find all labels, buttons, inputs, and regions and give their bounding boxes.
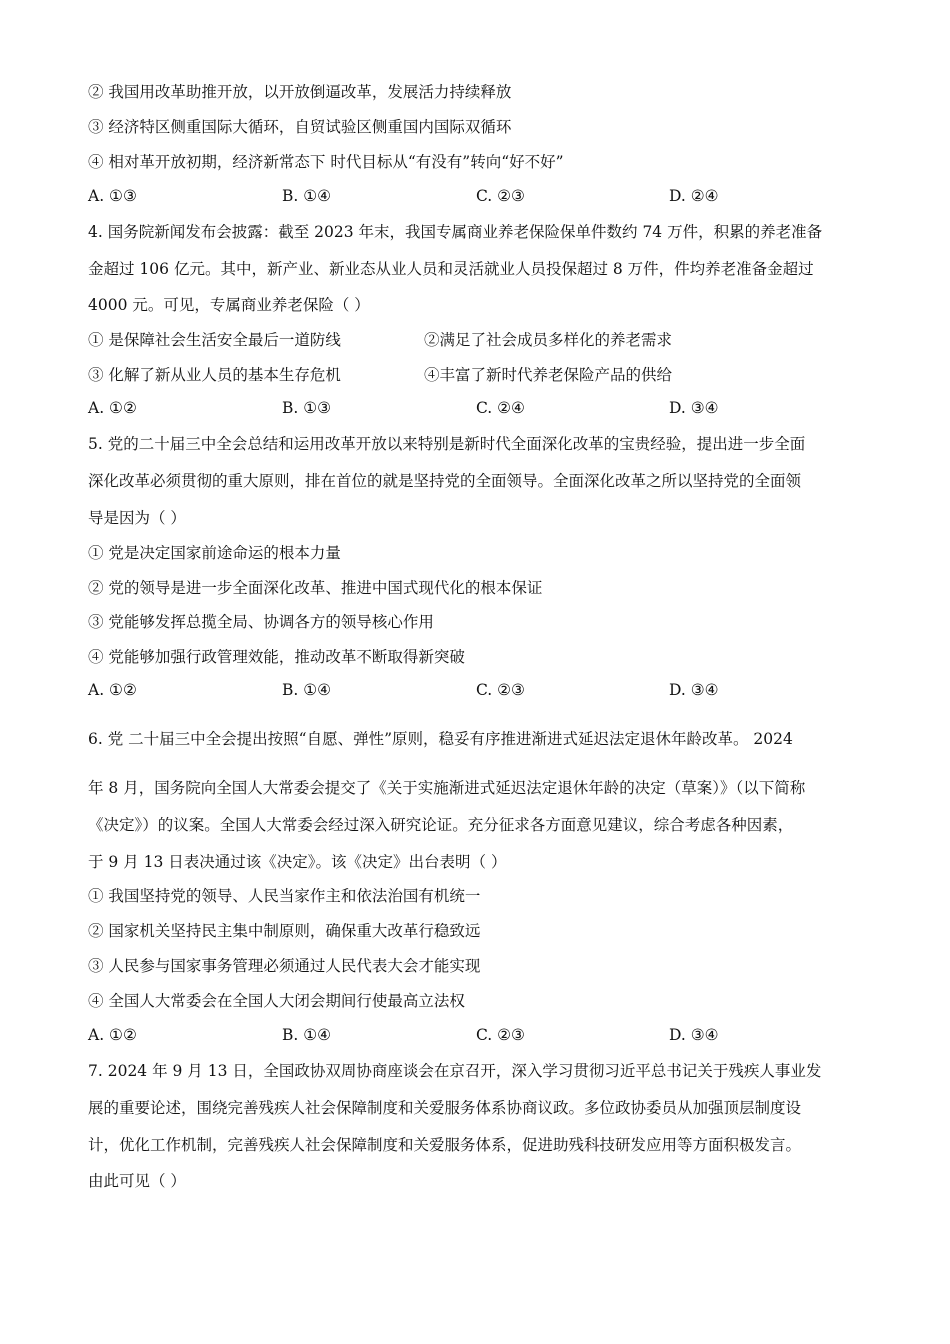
q7-stem-line-3: 计，优化工作机制，完善残疾人社会保障制度和关爱服务体系，促进助残科技研发应用等方面积极发言。 bbox=[88, 1136, 802, 1154]
q6-stem-line-1: 6. 党 二十届三中全会提出按照“自愿、弹性”原则，稳妥有序推进渐进式延迟法定退休年龄改革。 2024 bbox=[88, 730, 793, 748]
q4-item-2: ②满足了社会成员多样化的养老需求 bbox=[424, 331, 673, 349]
q4-item-1: ① 是保障社会生活安全最后一道防线 bbox=[88, 331, 341, 349]
q5-option-b: B. ①④ bbox=[282, 681, 332, 699]
q5-stem-line-3: 导是因为（ ） bbox=[88, 509, 186, 527]
q4-stem-line-2: 金超过 106 亿元。其中，新产业、新业态从业人员和灵活就业人员投保超过 8 万件，件均养老准备金超过 bbox=[88, 260, 814, 278]
q6-item-4: ④ 全国人大常委会在全国人大闭会期间行使最高立法权 bbox=[88, 992, 465, 1010]
q6-stem-line-3: 《决定》）的议案。全国人大常委会经过深入研究论证。充分征求各方面意见建议，综合考虑各种因素， bbox=[88, 816, 794, 834]
q6-stem-line-4: 于 9 月 13 日表决通过该《决定》。该《决定》出台表明（ ） bbox=[88, 853, 507, 871]
q5-stem-line-1: 5. 党的二十届三中全会总结和运用改革开放以来特别是新时代全面深化改革的宝贵经验，提出进一步全面 bbox=[88, 435, 806, 453]
q5-item-4: ④ 党能够加强行政管理效能，推动改革不断取得新突破 bbox=[88, 648, 465, 666]
q6-option-c: C. ②③ bbox=[476, 1026, 525, 1044]
q7-stem-line-1: 7. 2024 年 9 月 13 日，全国政协双周协商座谈会在京召开，深入学习贯彻习近平总书记关于残疾人事业发 bbox=[88, 1062, 822, 1080]
q3-option-c: C. ②③ bbox=[476, 187, 525, 205]
q6-stem-line-2: 年 8 月，国务院向全国人大常委会提交了《关于实施渐进式延迟法定退休年龄的决定（草案）》（以下简称 bbox=[88, 779, 806, 797]
q6-option-a: A. ①② bbox=[88, 1026, 137, 1044]
q4-option-c: C. ②④ bbox=[476, 399, 525, 417]
q3-option-d: D. ②④ bbox=[669, 187, 719, 205]
q6-item-1: ① 我国坚持党的领导、人民当家作主和依法治国有机统一 bbox=[88, 887, 481, 905]
q4-option-d: D. ③④ bbox=[669, 399, 719, 417]
q4-option-b: B. ①③ bbox=[282, 399, 332, 417]
q5-item-2: ② 党的领导是进一步全面深化改革、推进中国式现代化的根本保证 bbox=[88, 579, 543, 597]
q4-item-4: ④丰富了新时代养老保险产品的供给 bbox=[424, 366, 673, 384]
q3-item-3: ③ 经济特区侧重国际大循环，自贸试验区侧重国内国际双循环 bbox=[88, 118, 512, 136]
q6-item-2: ② 国家机关坚持民主集中制原则，确保重大改革行稳致远 bbox=[88, 922, 481, 940]
q7-stem-line-2: 展的重要论述，围绕完善残疾人社会保障制度和关爱服务体系协商议政。多位政协委员从加强顶层制度设 bbox=[88, 1099, 802, 1117]
q4-item-3: ③ 化解了新从业人员的基本生存危机 bbox=[88, 366, 341, 384]
q3-option-a: A. ①③ bbox=[88, 187, 137, 205]
q6-option-b: B. ①④ bbox=[282, 1026, 332, 1044]
q5-stem-line-2: 深化改革必须贯彻的重大原则，排在首位的就是坚持党的全面领导。全面深化改革之所以坚持党的全面领 bbox=[88, 472, 802, 490]
q3-item-2: ② 我国用改革助推开放，以开放倒逼改革，发展活力持续释放 bbox=[88, 83, 512, 101]
q6-option-d: D. ③④ bbox=[669, 1026, 719, 1044]
q3-option-b: B. ①④ bbox=[282, 187, 332, 205]
q4-option-a: A. ①② bbox=[88, 399, 137, 417]
q5-item-3: ③ 党能够发挥总揽全局、协调各方的领导核心作用 bbox=[88, 613, 434, 631]
q5-option-c: C. ②③ bbox=[476, 681, 525, 699]
q6-item-3: ③ 人民参与国家事务管理必须通过人民代表大会才能实现 bbox=[88, 957, 481, 975]
q5-item-1: ① 党是决定国家前途命运的根本力量 bbox=[88, 544, 341, 562]
q4-stem-line-3: 4000 元。可见，专属商业养老保险（ ） bbox=[88, 296, 370, 314]
q3-item-4: ④ 相对革开放初期，经济新常态下 时代目标从“有没有”转向“好不好” bbox=[88, 153, 564, 171]
q7-stem-line-4: 由此可见（ ） bbox=[88, 1172, 186, 1190]
q4-stem-line-1: 4. 国务院新闻发布会披露：截至 2023 年末，我国专属商业养老保险保单件数约 74 万件，积累的养老准备 bbox=[88, 223, 823, 241]
q5-option-d: D. ③④ bbox=[669, 681, 719, 699]
q5-option-a: A. ①② bbox=[88, 681, 137, 699]
